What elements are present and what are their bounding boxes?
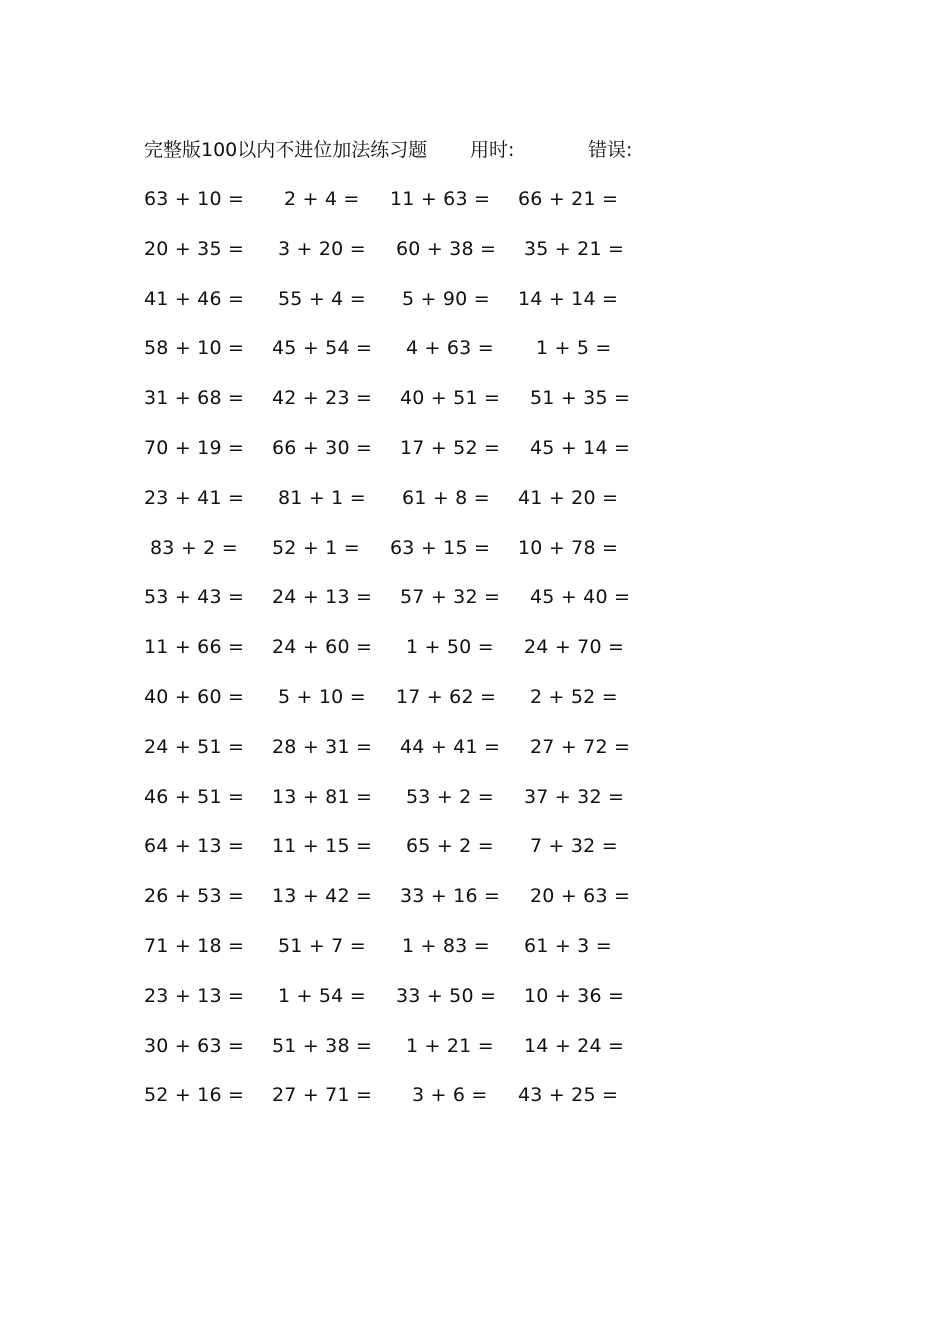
problem-row <box>144 831 664 861</box>
addition-problem: 24 + 70 = <box>524 636 625 659</box>
problem-row <box>144 632 664 662</box>
worksheet-title: 完整版100以内不进位加法练习题 <box>144 139 428 161</box>
addition-problem: 51 + 38 = <box>272 1034 373 1057</box>
worksheet-header <box>144 136 844 164</box>
addition-problem: 60 + 38 = <box>396 237 497 260</box>
addition-problem: 3 + 6 = <box>412 1084 488 1107</box>
addition-problem: 1 + 21 = <box>406 1034 494 1057</box>
addition-problem: 46 + 51 = <box>144 785 245 808</box>
addition-problem: 14 + 24 = <box>524 1034 625 1057</box>
addition-problem: 40 + 51 = <box>400 387 501 410</box>
addition-problem: 61 + 3 = <box>524 935 612 957</box>
addition-problem: 26 + 53 = <box>144 885 245 908</box>
addition-problem: 10 + 78 = <box>518 536 619 559</box>
addition-problem: 13 + 42 = <box>272 885 373 908</box>
problem-row <box>144 533 664 563</box>
addition-problem: 63 + 15 = <box>390 536 491 559</box>
addition-problem: 81 + 1 = <box>278 486 366 509</box>
problem-row <box>144 234 664 264</box>
addition-problem: 43 + 25 = <box>518 1084 619 1107</box>
addition-problem: 64 + 13 = <box>144 835 245 858</box>
addition-problem: 41 + 20 = <box>518 486 619 509</box>
problem-row <box>144 184 664 214</box>
time-used-label: 用时: <box>470 139 515 161</box>
addition-problem: 30 + 63 = <box>144 1034 245 1057</box>
problem-row <box>144 483 664 513</box>
addition-problem: 5 + 90 = <box>402 287 490 310</box>
addition-problem: 70 + 19 = <box>144 437 245 459</box>
problem-row <box>144 582 664 612</box>
addition-problem: 17 + 52 = <box>400 437 501 459</box>
addition-problem: 10 + 36 = <box>524 984 625 1007</box>
addition-problem: 66 + 21 = <box>518 188 619 210</box>
addition-problem: 11 + 66 = <box>144 636 245 659</box>
addition-problem: 65 + 2 = <box>406 835 494 858</box>
addition-problem: 44 + 41 = <box>400 735 501 758</box>
problem-row <box>144 333 664 363</box>
errors-label: 错误: <box>588 139 633 161</box>
problem-row <box>144 1080 664 1110</box>
addition-problem: 33 + 16 = <box>400 885 501 908</box>
addition-problem: 63 + 10 = <box>144 188 245 210</box>
addition-problem: 66 + 30 = <box>272 437 373 459</box>
addition-problem: 37 + 32 = <box>524 785 625 808</box>
addition-problem: 14 + 14 = <box>518 287 619 310</box>
addition-problem: 45 + 54 = <box>272 337 373 360</box>
addition-problem: 23 + 13 = <box>144 984 245 1007</box>
addition-problem: 45 + 14 = <box>530 437 631 459</box>
addition-problem: 27 + 72 = <box>530 735 631 758</box>
addition-problem: 52 + 16 = <box>144 1084 245 1107</box>
addition-problem: 24 + 13 = <box>272 586 373 609</box>
addition-problem: 61 + 8 = <box>402 486 490 509</box>
addition-problem: 83 + 2 = <box>150 536 238 559</box>
addition-problem: 3 + 20 = <box>278 237 366 260</box>
addition-problem: 5 + 10 = <box>278 686 366 708</box>
addition-problem: 52 + 1 = <box>272 536 360 559</box>
addition-problem: 27 + 71 = <box>272 1084 373 1107</box>
addition-problem: 40 + 60 = <box>144 686 245 708</box>
problem-row <box>144 383 664 413</box>
addition-problem: 28 + 31 = <box>272 735 373 758</box>
problem-row <box>144 981 664 1011</box>
addition-problem: 51 + 35 = <box>530 387 631 410</box>
addition-problem: 1 + 83 = <box>402 935 490 957</box>
addition-problem: 58 + 10 = <box>144 337 245 360</box>
addition-problem: 35 + 21 = <box>524 237 625 260</box>
addition-problem: 20 + 63 = <box>530 885 631 908</box>
addition-problem: 31 + 68 = <box>144 387 245 410</box>
addition-problem: 24 + 51 = <box>144 735 245 758</box>
addition-problem: 53 + 2 = <box>406 785 494 808</box>
addition-problem: 51 + 7 = <box>278 935 366 957</box>
addition-problem: 2 + 52 = <box>530 686 618 708</box>
addition-problem: 13 + 81 = <box>272 785 373 808</box>
problem-row <box>144 732 664 762</box>
addition-problem: 1 + 50 = <box>406 636 494 659</box>
addition-problem: 7 + 32 = <box>530 835 618 858</box>
addition-problem: 57 + 32 = <box>400 586 501 609</box>
problem-row <box>144 433 664 463</box>
addition-problem: 45 + 40 = <box>530 586 631 609</box>
addition-problem: 4 + 63 = <box>406 337 494 360</box>
addition-problem: 71 + 18 = <box>144 935 245 957</box>
problem-row <box>144 881 664 911</box>
addition-problem: 11 + 15 = <box>272 835 373 858</box>
addition-problem: 42 + 23 = <box>272 387 373 410</box>
addition-problem: 55 + 4 = <box>278 287 366 310</box>
problem-row <box>144 931 664 961</box>
addition-problem: 41 + 46 = <box>144 287 245 310</box>
addition-problem: 53 + 43 = <box>144 586 245 609</box>
addition-problem: 20 + 35 = <box>144 237 245 260</box>
addition-problem: 1 + 54 = <box>278 984 366 1007</box>
problem-row <box>144 782 664 812</box>
addition-problem: 23 + 41 = <box>144 486 245 509</box>
addition-problem: 11 + 63 = <box>390 188 491 210</box>
problem-row <box>144 682 664 712</box>
addition-problem: 24 + 60 = <box>272 636 373 659</box>
problem-row <box>144 1031 664 1061</box>
addition-problem: 2 + 4 = <box>284 188 360 210</box>
addition-problem: 17 + 62 = <box>396 686 497 708</box>
problem-row <box>144 284 664 314</box>
addition-problem: 33 + 50 = <box>396 984 497 1007</box>
addition-problem: 1 + 5 = <box>536 337 612 360</box>
